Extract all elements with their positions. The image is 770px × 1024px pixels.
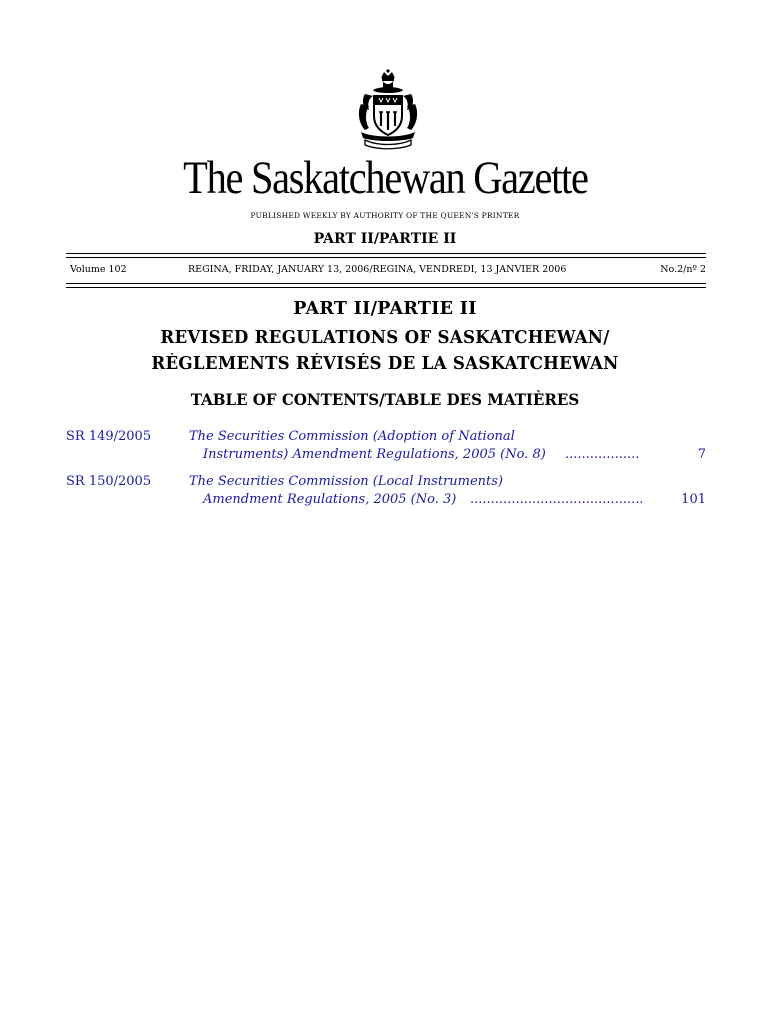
page-number-link[interactable]: 7 [697,447,706,462]
regulation-reference[interactable]: SR 149/2005 [66,429,152,444]
issue-dateline: REGINA, FRIDAY, JANUARY 13, 2006/REGINA, VENDREDI, 13 JANVIER 2006 [188,264,567,275]
top-rule-inner [66,257,706,258]
regulation-title-line[interactable]: Amendment Regulations, 2005 (No. 3) [203,492,457,507]
issue-info-row [66,264,706,278]
toc-entry[interactable] [66,428,706,468]
bottom-rule-outer [66,287,706,288]
toc-entry[interactable] [66,473,706,513]
issue-number: No.2/nº 2 [660,264,706,275]
bottom-rule-inner [66,283,706,284]
section-title-french: RÈGLEMENTS RÉVISÉS DE LA SASKATCHEWAN [151,354,619,374]
coat-of-arms-icon [355,68,421,150]
publisher-byline: PUBLISHED WEEKLY BY AUTHORITY OF THE QUEEN'S PRINTER [250,211,520,220]
dot-leader: .................. [565,447,640,462]
dot-leader: .......................................... [470,492,644,507]
masthead-title: The Saskatchewan Gazette [183,152,588,204]
regulation-reference[interactable]: SR 150/2005 [66,474,152,489]
top-rule-outer [66,253,706,254]
section-part-heading: PART II/PARTIE II [293,299,477,319]
page-number-link[interactable]: 101 [681,492,706,507]
toc-heading: TABLE OF CONTENTS/TABLE DES MATIÈRES [190,390,580,409]
volume-label: Volume 102 [70,264,127,275]
regulation-title-line[interactable]: The Securities Commission (Adoption of National [189,429,515,444]
regulation-title-line[interactable]: The Securities Commission (Local Instruments) [189,474,503,489]
section-title-english: REVISED REGULATIONS OF SASKATCHEWAN/ [160,328,610,348]
regulation-title-line[interactable]: Instruments) Amendment Regulations, 2005 (No. 8) [203,447,546,462]
part-label: PART II/PARTIE II [313,231,457,247]
